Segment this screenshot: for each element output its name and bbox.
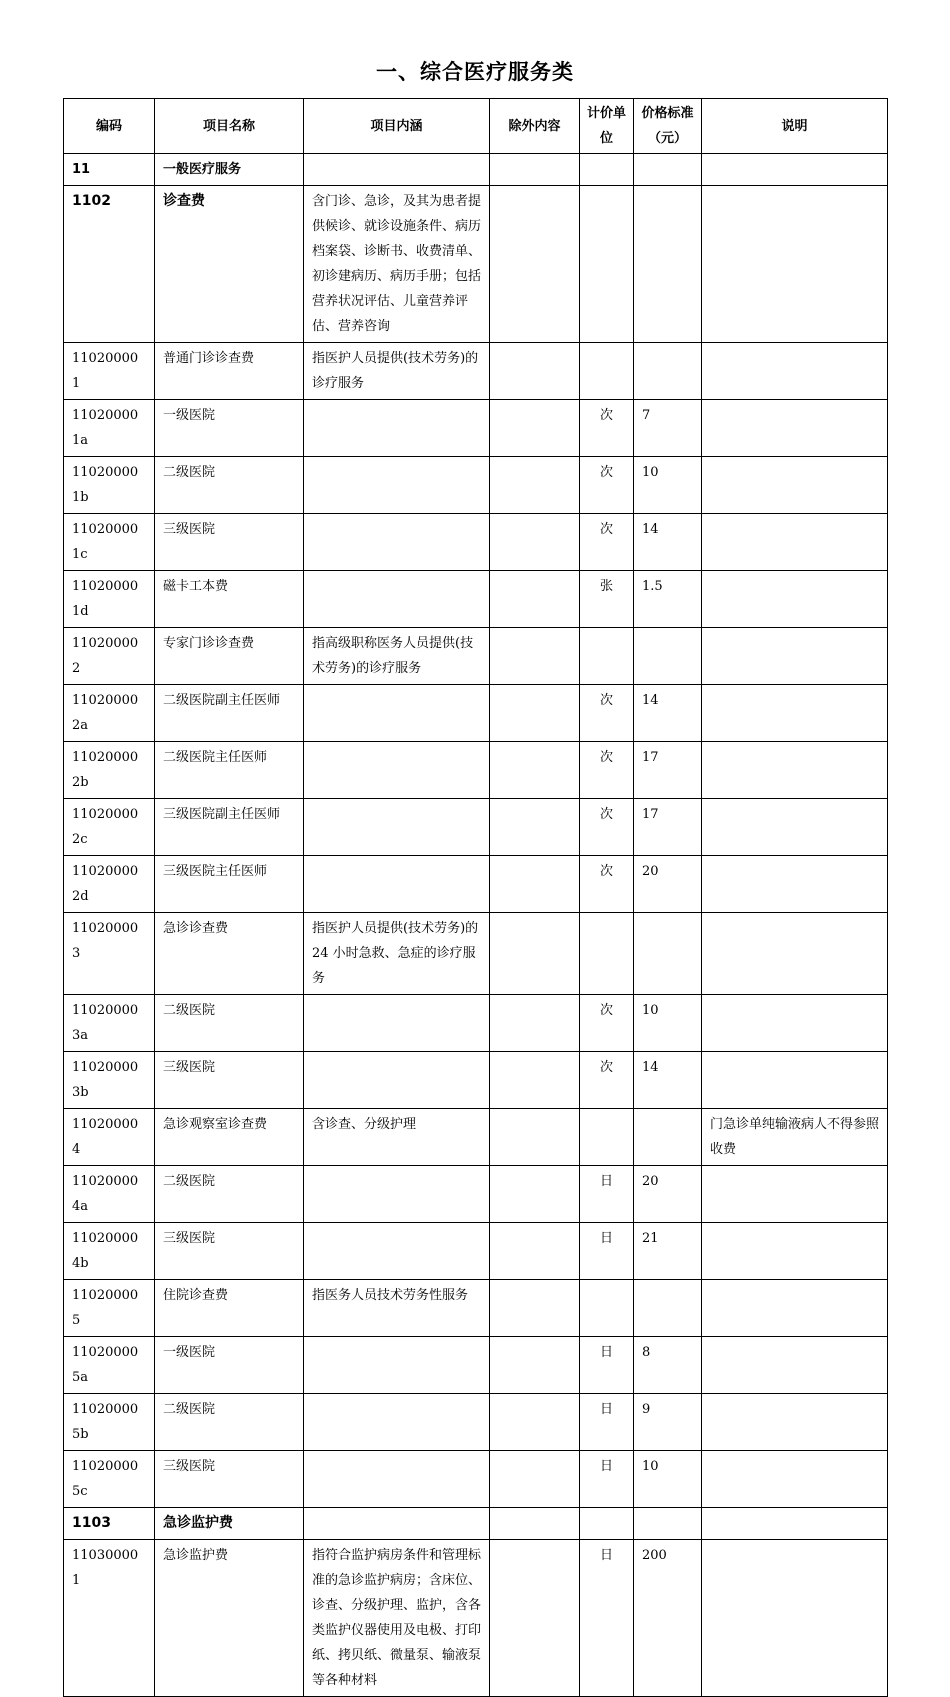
cell-note (702, 154, 888, 186)
cell-name: 三级医院 (155, 1223, 304, 1280)
cell-code: 110200005 (64, 1280, 155, 1337)
header-name: 项目名称 (155, 99, 304, 154)
cell-note: 门急诊单纯输液病人不得参照收费 (702, 1109, 888, 1166)
cell-code: 110200001a (64, 400, 155, 457)
header-content: 项目内涵 (304, 99, 490, 154)
cell-price (634, 1109, 702, 1166)
cell-price: 8 (634, 1337, 702, 1394)
cell-content: 指医护人员提供(技术劳务)的 24 小时急救、急症的诊疗服务 (304, 913, 490, 995)
table-row (64, 742, 888, 799)
cell-unit: 日 (580, 1223, 634, 1280)
cell-note (702, 742, 888, 799)
table-row (64, 628, 888, 685)
table-row (64, 571, 888, 628)
cell-excluded (490, 400, 580, 457)
cell-code: 110200004 (64, 1109, 155, 1166)
cell-unit: 次 (580, 742, 634, 799)
cell-note (702, 343, 888, 400)
cell-note (702, 571, 888, 628)
cell-name: 诊查费 (155, 186, 304, 343)
table-row (64, 856, 888, 913)
table-row (64, 799, 888, 856)
cell-content (304, 1508, 490, 1540)
cell-code: 110200001d (64, 571, 155, 628)
table-row (64, 1109, 888, 1166)
table-row (64, 154, 888, 186)
cell-note (702, 1451, 888, 1508)
cell-name: 三级医院 (155, 514, 304, 571)
table-row (64, 913, 888, 995)
cell-name: 一级医院 (155, 400, 304, 457)
cell-content (304, 1166, 490, 1223)
header-unit: 计价单位 (580, 99, 634, 154)
cell-unit: 日 (580, 1451, 634, 1508)
cell-price (634, 913, 702, 995)
cell-content (304, 1337, 490, 1394)
cell-price: 20 (634, 1166, 702, 1223)
cell-price: 7 (634, 400, 702, 457)
cell-note (702, 1508, 888, 1540)
cell-name: 急诊监护费 (155, 1508, 304, 1540)
cell-content (304, 1223, 490, 1280)
table-row (64, 1223, 888, 1280)
table-row (64, 995, 888, 1052)
fee-table (63, 98, 888, 1697)
cell-excluded (490, 1052, 580, 1109)
cell-unit: 张 (580, 571, 634, 628)
cell-excluded (490, 1109, 580, 1166)
cell-excluded (490, 154, 580, 186)
cell-price: 20 (634, 856, 702, 913)
cell-code: 1102 (64, 186, 155, 343)
cell-note (702, 400, 888, 457)
cell-price: 10 (634, 457, 702, 514)
cell-unit (580, 154, 634, 186)
cell-code: 110200005c (64, 1451, 155, 1508)
cell-excluded (490, 514, 580, 571)
page-title: 一、综合医疗服务类 (376, 60, 574, 84)
cell-note (702, 913, 888, 995)
header-price: 价格标准（元） (634, 99, 702, 154)
cell-unit: 次 (580, 685, 634, 742)
cell-note (702, 186, 888, 343)
cell-name: 二级医院 (155, 457, 304, 514)
cell-unit (580, 1280, 634, 1337)
cell-code: 110200003a (64, 995, 155, 1052)
cell-unit (580, 1508, 634, 1540)
table-row (64, 514, 888, 571)
cell-name: 一般医疗服务 (155, 154, 304, 186)
cell-note (702, 514, 888, 571)
cell-excluded (490, 1166, 580, 1223)
cell-name: 急诊诊查费 (155, 913, 304, 995)
cell-excluded (490, 1337, 580, 1394)
cell-content (304, 1052, 490, 1109)
cell-name: 磁卡工本费 (155, 571, 304, 628)
cell-content (304, 154, 490, 186)
cell-content: 含门诊、急诊，及其为患者提供候诊、就诊设施条件、病历档案袋、诊断书、收费清单、初诊建病历、病历手册；包括营养状况评估、儿童营养评估、营养咨询 (304, 186, 490, 343)
cell-name: 急诊观察室诊查费 (155, 1109, 304, 1166)
cell-code: 110300001 (64, 1540, 155, 1697)
cell-code: 110200002d (64, 856, 155, 913)
cell-content (304, 514, 490, 571)
cell-note (702, 995, 888, 1052)
cell-excluded (490, 343, 580, 400)
cell-unit: 日 (580, 1337, 634, 1394)
cell-name: 三级医院副主任医师 (155, 799, 304, 856)
cell-excluded (490, 742, 580, 799)
cell-content (304, 571, 490, 628)
cell-content: 指医护人员提供(技术劳务)的诊疗服务 (304, 343, 490, 400)
cell-code: 11 (64, 154, 155, 186)
cell-price: 17 (634, 742, 702, 799)
cell-content: 指符合监护病房条件和管理标准的急诊监护病房；含床位、诊查、分级护理、监护，含各类监护仪器使用及电极、打印纸、拷贝纸、微量泵、输液泵等各种材料 (304, 1540, 490, 1697)
cell-note (702, 685, 888, 742)
cell-excluded (490, 628, 580, 685)
cell-excluded (490, 1223, 580, 1280)
cell-excluded (490, 995, 580, 1052)
cell-unit (580, 628, 634, 685)
table-row (64, 1508, 888, 1540)
cell-code: 1103 (64, 1508, 155, 1540)
cell-unit: 次 (580, 514, 634, 571)
cell-code: 110200002c (64, 799, 155, 856)
cell-unit (580, 1109, 634, 1166)
table-row (64, 1451, 888, 1508)
cell-name: 急诊监护费 (155, 1540, 304, 1697)
cell-excluded (490, 856, 580, 913)
cell-name: 三级医院 (155, 1451, 304, 1508)
cell-unit: 次 (580, 400, 634, 457)
cell-name: 二级医院 (155, 1166, 304, 1223)
cell-code: 110200005a (64, 1337, 155, 1394)
cell-price: 14 (634, 514, 702, 571)
cell-price (634, 1508, 702, 1540)
cell-content (304, 799, 490, 856)
cell-name: 一级医院 (155, 1337, 304, 1394)
cell-code: 110200002b (64, 742, 155, 799)
table-row (64, 343, 888, 400)
cell-code: 110200005b (64, 1394, 155, 1451)
cell-note (702, 1540, 888, 1697)
table-row (64, 186, 888, 343)
cell-excluded (490, 1280, 580, 1337)
cell-excluded (490, 1451, 580, 1508)
cell-content (304, 1451, 490, 1508)
cell-code: 110200003b (64, 1052, 155, 1109)
cell-code: 110200001c (64, 514, 155, 571)
cell-name: 住院诊查费 (155, 1280, 304, 1337)
cell-code: 110200004a (64, 1166, 155, 1223)
cell-unit (580, 913, 634, 995)
cell-excluded (490, 457, 580, 514)
cell-content (304, 742, 490, 799)
cell-code: 110200002a (64, 685, 155, 742)
table-row (64, 1337, 888, 1394)
cell-content (304, 457, 490, 514)
cell-unit: 次 (580, 799, 634, 856)
cell-unit: 次 (580, 457, 634, 514)
cell-name: 二级医院 (155, 1394, 304, 1451)
cell-excluded (490, 1394, 580, 1451)
cell-price: 14 (634, 1052, 702, 1109)
cell-note (702, 799, 888, 856)
cell-name: 二级医院副主任医师 (155, 685, 304, 742)
cell-price: 14 (634, 685, 702, 742)
cell-excluded (490, 1508, 580, 1540)
cell-excluded (490, 799, 580, 856)
table-row (64, 400, 888, 457)
header-excluded: 除外内容 (490, 99, 580, 154)
cell-note (702, 1337, 888, 1394)
cell-content: 指高级职称医务人员提供(技术劳务)的诊疗服务 (304, 628, 490, 685)
cell-excluded (490, 1540, 580, 1697)
cell-note (702, 457, 888, 514)
cell-price: 200 (634, 1540, 702, 1697)
cell-unit: 次 (580, 1052, 634, 1109)
cell-code: 110200003 (64, 913, 155, 995)
header-code: 编码 (64, 99, 155, 154)
header-note: 说明 (702, 99, 888, 154)
cell-price (634, 186, 702, 343)
cell-unit (580, 343, 634, 400)
cell-note (702, 1052, 888, 1109)
cell-excluded (490, 571, 580, 628)
cell-name: 三级医院 (155, 1052, 304, 1109)
cell-unit: 次 (580, 995, 634, 1052)
cell-price: 10 (634, 995, 702, 1052)
cell-name: 普通门诊诊查费 (155, 343, 304, 400)
cell-price (634, 1280, 702, 1337)
cell-name: 三级医院主任医师 (155, 856, 304, 913)
table-body (64, 154, 888, 1697)
cell-unit: 日 (580, 1166, 634, 1223)
cell-code: 110200002 (64, 628, 155, 685)
cell-price: 10 (634, 1451, 702, 1508)
cell-note (702, 1280, 888, 1337)
table-row (64, 1394, 888, 1451)
table-header-row (64, 99, 888, 154)
table-row (64, 1052, 888, 1109)
cell-note (702, 628, 888, 685)
cell-unit: 次 (580, 856, 634, 913)
cell-code: 110200004b (64, 1223, 155, 1280)
table-row (64, 1166, 888, 1223)
cell-code: 110200001 (64, 343, 155, 400)
cell-content (304, 995, 490, 1052)
cell-excluded (490, 186, 580, 343)
cell-content (304, 1394, 490, 1451)
cell-price: 1.5 (634, 571, 702, 628)
cell-price (634, 628, 702, 685)
table-row (64, 1540, 888, 1697)
cell-unit: 日 (580, 1540, 634, 1697)
table-row (64, 1280, 888, 1337)
cell-content (304, 856, 490, 913)
cell-price: 21 (634, 1223, 702, 1280)
cell-unit: 日 (580, 1394, 634, 1451)
cell-name: 二级医院 (155, 995, 304, 1052)
cell-unit (580, 186, 634, 343)
cell-note (702, 1166, 888, 1223)
cell-price: 17 (634, 799, 702, 856)
cell-content: 含诊查、分级护理 (304, 1109, 490, 1166)
cell-excluded (490, 685, 580, 742)
cell-content: 指医务人员技术劳务性服务 (304, 1280, 490, 1337)
cell-content (304, 400, 490, 457)
cell-name: 二级医院主任医师 (155, 742, 304, 799)
cell-note (702, 1223, 888, 1280)
table-row (64, 685, 888, 742)
cell-note (702, 1394, 888, 1451)
cell-note (702, 856, 888, 913)
table-row (64, 457, 888, 514)
cell-excluded (490, 913, 580, 995)
cell-name: 专家门诊诊查费 (155, 628, 304, 685)
cell-price: 9 (634, 1394, 702, 1451)
cell-price (634, 154, 702, 186)
cell-content (304, 685, 490, 742)
cell-price (634, 343, 702, 400)
cell-code: 110200001b (64, 457, 155, 514)
